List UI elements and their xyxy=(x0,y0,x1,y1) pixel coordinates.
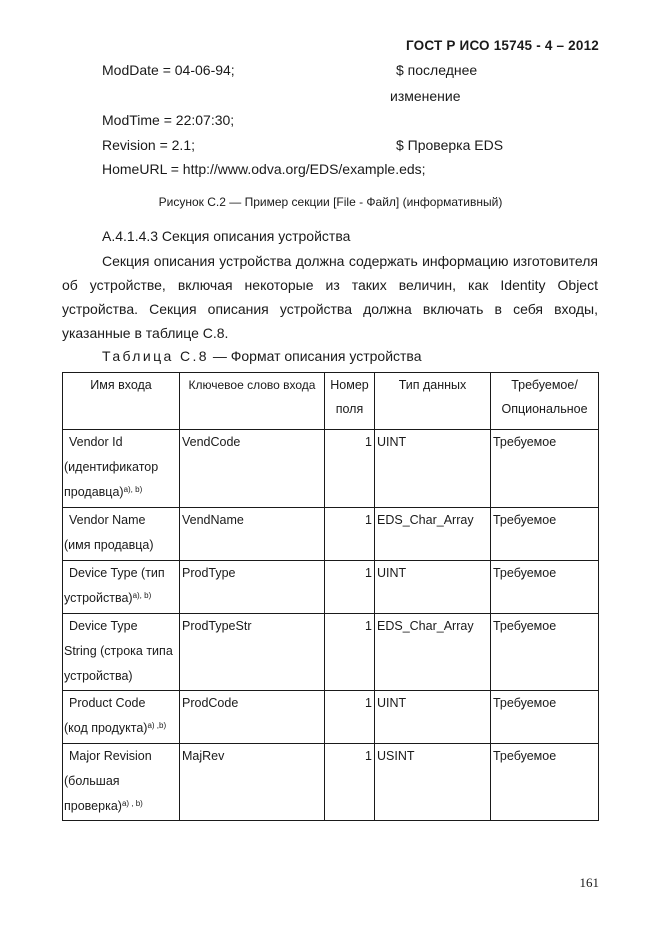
cell-entry-name: Vendor Id (идентификатор продавца)$^{a), b)}$ xyxy=(63,430,180,508)
code-moddate: ModDate = 04-06-94; xyxy=(102,62,235,78)
table-row xyxy=(63,614,599,691)
cell-required: Требуемое xyxy=(491,614,599,691)
header-field-number: Номер поля xyxy=(325,373,375,430)
cell-data-type: UINT xyxy=(375,561,491,614)
cell-entry-name: Major Revision (большая проверка)$^{a) , b)}$ xyxy=(63,744,180,821)
cell-keyword: VendName xyxy=(180,508,325,561)
cell-keyword: MajRev xyxy=(180,744,325,821)
code-revision: Revision = 2.1; xyxy=(102,137,195,153)
footnote-ref: a) ,b) xyxy=(147,721,167,730)
footnote-ref: a) , b) xyxy=(121,799,143,808)
cell-entry-name: Device Type String (строка типа устройства) xyxy=(63,614,180,691)
cell-entry-name: Device Type (тип устройства)$^{a), b)}$ xyxy=(63,561,180,614)
code-revision-comment: $ Проверка EDS xyxy=(396,137,504,153)
code-moddate-comment: $ последнее xyxy=(396,62,478,78)
section-paragraph: Секция описания устройства должна содержать информацию изготовителя об устройстве, включая некоторые из таких величин, как Identity Object устройства. Секция описания устройства должна включать в себя входы, указанные в таблице С.8. xyxy=(62,253,598,341)
cell-data-type: UINT xyxy=(375,430,491,508)
table-header-row xyxy=(63,373,599,430)
table-row xyxy=(63,744,599,821)
table-caption xyxy=(102,348,422,364)
table-row xyxy=(63,691,599,744)
cell-required: Требуемое xyxy=(491,508,599,561)
code-moddate-comment-cont: изменение xyxy=(390,88,461,104)
document-header: ГОСТ Р ИСО 15745 - 4 – 2012 xyxy=(406,38,599,53)
cell-required: Требуемое xyxy=(491,430,599,508)
cell-field-number: 1 xyxy=(325,561,375,614)
cell-keyword: ProdType xyxy=(180,561,325,614)
table-caption-label: Таблица С.8 xyxy=(102,348,209,364)
cell-required: Требуемое xyxy=(491,691,599,744)
cell-keyword: ProdTypeStr xyxy=(180,614,325,691)
header-keyword: Ключевое слово входа xyxy=(180,373,325,430)
footnote-ref: a), b) xyxy=(132,591,152,600)
header-required: Требуемое/ Опциональное xyxy=(491,373,599,430)
code-homeurl: HomeURL = http://www.odva.org/EDS/example.eds; xyxy=(102,161,426,177)
cell-field-number: 1 xyxy=(325,691,375,744)
device-description-table xyxy=(62,372,599,821)
cell-field-number: 1 xyxy=(325,430,375,508)
cell-data-type: USINT xyxy=(375,744,491,821)
cell-data-type: UINT xyxy=(375,691,491,744)
cell-data-type: EDS_Char_Array xyxy=(375,508,491,561)
cell-data-type: EDS_Char_Array xyxy=(375,614,491,691)
cell-required: Требуемое xyxy=(491,561,599,614)
table-row xyxy=(63,561,599,614)
header-data-type: Тип данных xyxy=(375,373,491,430)
page-number: 161 xyxy=(579,875,599,890)
footnote-ref: a), b) xyxy=(123,485,143,494)
cell-field-number: 1 xyxy=(325,508,375,561)
cell-keyword: ProdCode xyxy=(180,691,325,744)
table-row xyxy=(63,508,599,561)
cell-entry-name: Product Code (код продукта)$^{a) ,b)}$ xyxy=(63,691,180,744)
header-entry-name: Имя входа xyxy=(63,373,180,430)
cell-required: Требуемое xyxy=(491,744,599,821)
table-caption-text: — Формат описания устройства xyxy=(208,348,422,364)
cell-field-number: 1 xyxy=(325,614,375,691)
cell-entry-name: Vendor Name (имя продавца) xyxy=(63,508,180,561)
figure-caption: Рисунок С.2 — Пример секции [File - Файл] (информативный) xyxy=(158,195,503,209)
code-modtime: ModTime = 22:07:30; xyxy=(102,112,235,128)
cell-keyword: VendCode xyxy=(180,430,325,508)
table-row xyxy=(63,430,599,508)
cell-field-number: 1 xyxy=(325,744,375,821)
section-heading: А.4.1.4.3 Секция описания устройства xyxy=(102,228,351,244)
